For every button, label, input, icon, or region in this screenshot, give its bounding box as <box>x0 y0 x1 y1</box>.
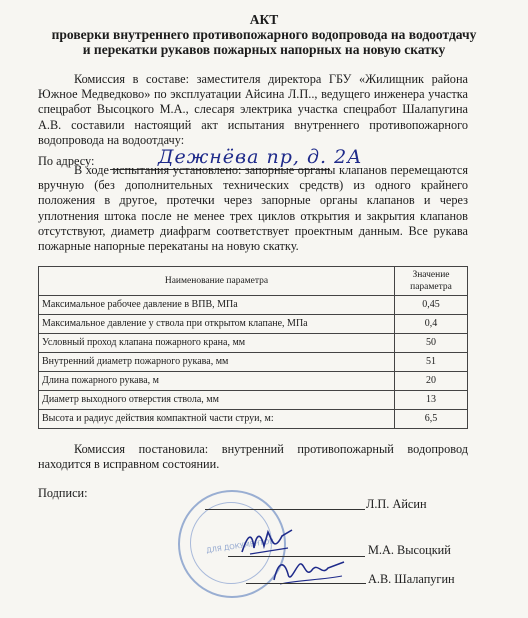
findings-line: положения в другое, протечки через запорные органы клапанов и через <box>38 193 468 208</box>
findings-line: пожарные напорные перекатаны на новую скатку. <box>38 239 299 254</box>
signer-name-3: А.В. Шалапугин <box>368 572 455 586</box>
stamp-text: ДЛЯ ДОКУМЕНТОВ <box>205 537 275 555</box>
signature-line-1 <box>205 509 365 510</box>
commission-line: водопровода на водоотдачу: <box>38 132 185 147</box>
table-row <box>39 410 468 429</box>
document-title: АКТ <box>249 12 279 27</box>
table-cell-param: Условный проход клапана пожарного крана, мм <box>39 334 395 353</box>
table-cell-value: 13 <box>395 391 468 410</box>
table-cell-value: 0,45 <box>395 296 468 315</box>
table-cell-param: Максимальное рабочее давление в ВПВ, МПа <box>39 296 395 315</box>
table-cell-param: Внутренний диаметр пожарного рукава, мм <box>39 353 395 372</box>
handwritten-signature-3 <box>270 556 350 590</box>
table-cell-value: 51 <box>395 353 468 372</box>
findings-paragraph <box>38 163 468 254</box>
parameters-table <box>38 266 468 429</box>
findings-line: вручную (без дополнительных технических средств) из одного крайнего <box>38 178 468 193</box>
findings-line: уплотнения штока после не менее трех циклов открытия и закрытия клапанов <box>38 208 468 223</box>
table-cell-value: 50 <box>395 334 468 353</box>
table-header-value: Значение параметра <box>395 267 468 296</box>
table-row <box>39 391 468 410</box>
signer-name-1: Л.П. Айсин <box>366 497 427 511</box>
address-label: По адресу: <box>38 154 95 168</box>
table-cell-param: Длина пожарного рукава, м <box>39 372 395 391</box>
table-cell-param: Диаметр выходного отверстия ствола, мм <box>39 391 395 410</box>
signer-name-2: М.А. Высоцкий <box>368 543 451 557</box>
findings-line: отсутствуют, диаметр диафрагм соответствует проектным данным. Все рукава <box>38 223 468 238</box>
table-header-row <box>39 267 468 296</box>
decision-line: Комиссия постановила: внутренний противопожарный водопровод <box>74 442 468 456</box>
commission-paragraph <box>38 72 468 148</box>
table-row <box>39 296 468 315</box>
table-row <box>39 353 468 372</box>
table-header-param: Наименование параметра <box>39 267 395 296</box>
handwritten-signature-2 <box>238 526 298 560</box>
table-cell-value: 6,5 <box>395 410 468 429</box>
signature-line-3 <box>246 583 366 584</box>
signatures-label: Подписи: <box>38 486 88 500</box>
findings-line: В ходе испытания установлено: запорные органы клапанов перемещаются <box>74 163 468 177</box>
commission-line: спецработ Высоцкого М.А., слесаря электрика участка спецработ Шалапугина <box>38 102 468 117</box>
table-cell-value: 0,4 <box>395 315 468 334</box>
table-cell-param: Высота и радиус действия компактной части струи, м: <box>39 410 395 429</box>
table-cell-param: Максимальное давление у ствола при открытом клапане, МПа <box>39 315 395 334</box>
commission-line: А.В. составили настоящий акт испытания внутреннего противопожарного <box>38 117 468 132</box>
decision-paragraph <box>38 442 468 472</box>
table-cell-value: 20 <box>395 372 468 391</box>
table-row <box>39 334 468 353</box>
commission-line: Южное Медведково» по эксплуатации Айсина Л.П.., ведущего инженера участка <box>38 87 468 102</box>
commission-line: Комиссия в составе: заместителя директора ГБУ «Жилищник района <box>74 72 468 86</box>
decision-line: находится в исправном состоянии. <box>38 457 220 472</box>
table-row <box>39 315 468 334</box>
table-row <box>39 372 468 391</box>
document-subtitle-line2: и перекатки рукавов пожарных напорных на новую скатку <box>82 42 446 57</box>
document-subtitle-line1: проверки внутреннего противопожарного водопровода на водоотдачу <box>51 27 477 42</box>
address-handwritten: Дежнёва пр, д. 2А <box>158 146 363 168</box>
